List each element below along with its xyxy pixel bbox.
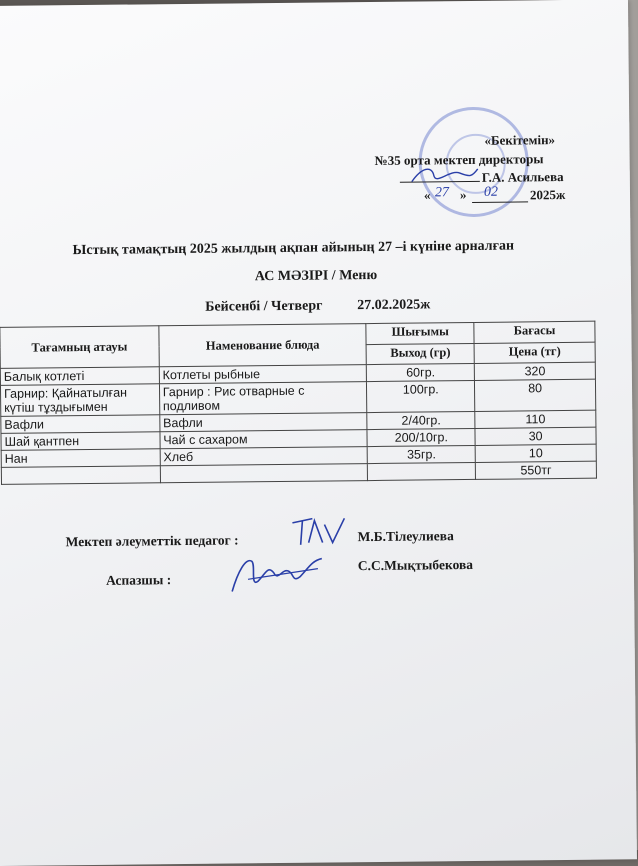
pedagog-name: М.Б.Тілеулиева [357, 528, 454, 545]
approval-director-name: Г.А. Асильева [481, 169, 564, 185]
header-output-ru: Выход (гр) [366, 343, 474, 365]
cell-name-kz: Нан [1, 449, 160, 468]
weekday: Бейсенбі / Четверг [205, 298, 323, 315]
header-output-kz: Шығымы [366, 322, 474, 344]
cell-name-ru: Хлеб [160, 447, 368, 466]
menu-date: 27.02.2025ж [357, 297, 431, 314]
cell-name-ru: Котлеты рыбные [159, 365, 367, 384]
total-empty-cell [1, 466, 160, 485]
cook-name: С.С.Мықтыбекова [357, 556, 474, 574]
cell-price: 320 [474, 362, 595, 380]
cell-price: 10 [475, 444, 596, 462]
director-signature [410, 163, 480, 186]
header-name-kz: Тағамның атауы [0, 326, 159, 369]
cell-output: 60гр. [367, 363, 475, 381]
cell-name-ru: Гарнир : Рис отварные с подливом [159, 382, 367, 415]
cell-name-kz: Балық котлеті [0, 367, 159, 386]
approval-title: «Бекітемін» [484, 132, 556, 148]
document-subtitle: АС МӘЗІРІ / Меню [254, 267, 378, 285]
menu-table [0, 321, 597, 485]
header-price-kz: Бағасы [474, 321, 595, 343]
cell-name-kz: Гарнир: Қайнатылған күтіш тұздығымен [0, 384, 159, 417]
cell-price: 110 [475, 410, 596, 428]
cell-price: 30 [475, 427, 596, 445]
cell-output: 35гр. [367, 445, 475, 463]
cook-signature [228, 550, 328, 597]
approval-month: 02 [483, 184, 499, 200]
approval-day: 27 [434, 185, 450, 201]
header-price-ru: Цена (тг) [474, 342, 595, 364]
cell-output: 100гр. [367, 380, 475, 412]
cell-name-ru: Вафли [160, 413, 368, 432]
cell-name-kz: Вафли [1, 415, 160, 434]
pedagog-label: Мектеп әлеуметтік педагог : [65, 532, 239, 550]
cell-name-kz: Шай қантпен [1, 432, 160, 451]
approval-year: 2025ж [529, 186, 566, 203]
cell-output: 2/40гр. [367, 411, 475, 429]
approval-date-close: » [459, 187, 467, 203]
pedagog-signature [288, 512, 354, 553]
approval-director: №35 орта мектеп директоры [374, 151, 544, 168]
total-price: 550тг [476, 461, 597, 479]
cell-name-ru: Чай с сахаром [160, 430, 368, 449]
approval-date-open: « [423, 187, 431, 203]
total-empty-cell [368, 462, 476, 480]
document-title: Ыстық тамақтың 2025 жылдың ақпан айының 27 –і күніне арналған [72, 238, 515, 259]
cook-label: Аспазшы : [105, 572, 172, 588]
header-name-ru: Наменование блюда [159, 324, 367, 367]
total-empty-cell [160, 464, 368, 483]
cell-price: 80 [475, 379, 596, 411]
cell-output: 200/10гр. [367, 428, 475, 446]
